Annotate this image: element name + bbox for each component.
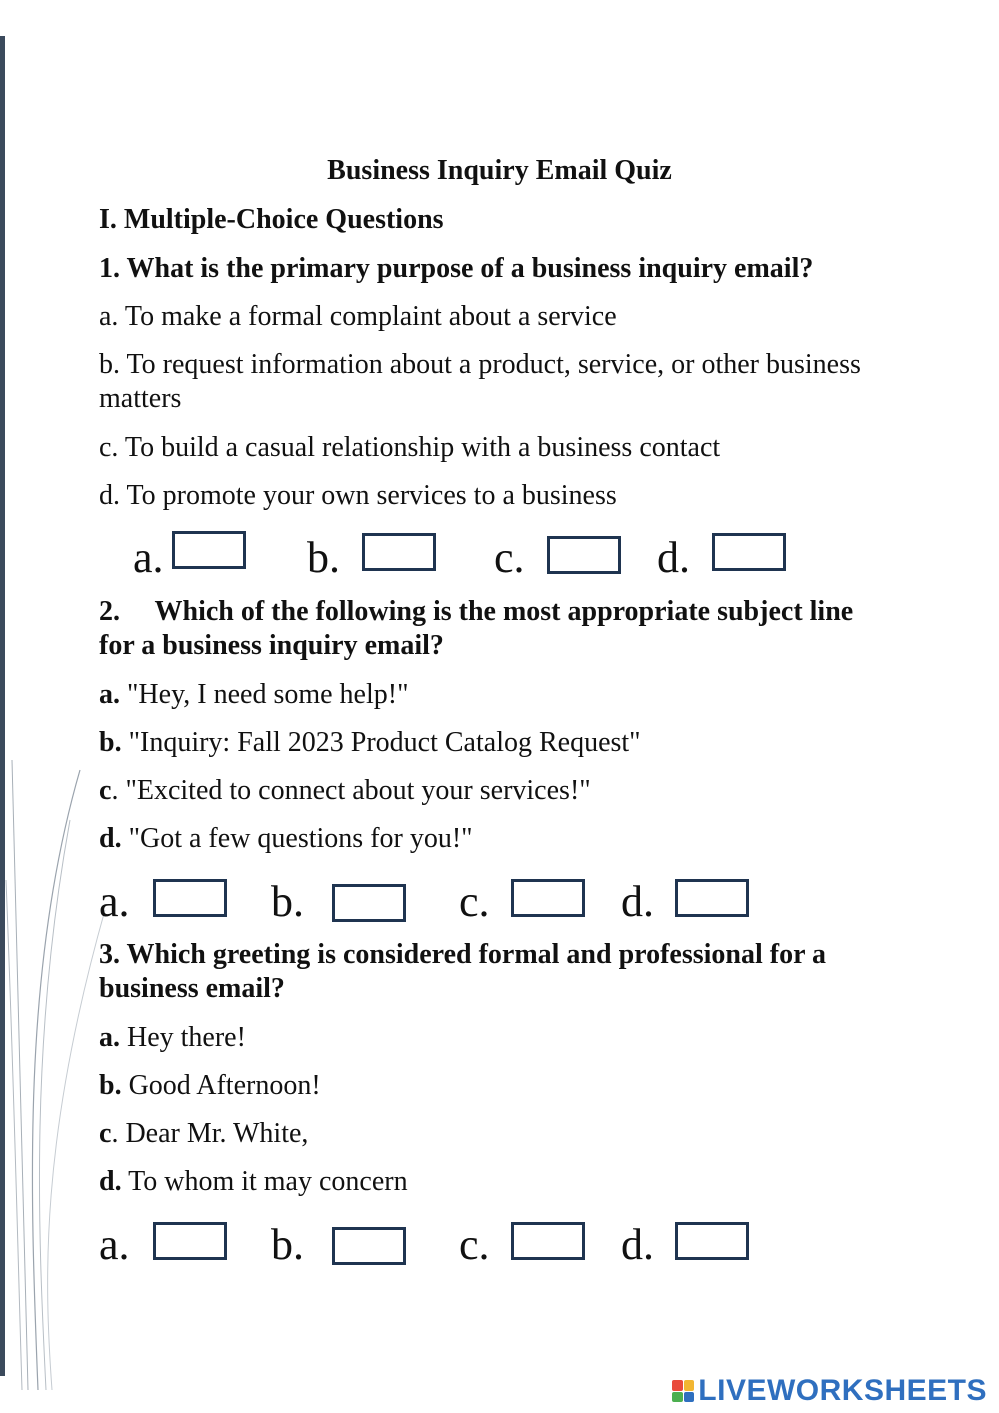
section-heading: I. Multiple-Choice Questions [99, 204, 444, 235]
logo-square [672, 1392, 683, 1403]
option-letter: b. [99, 727, 122, 758]
option-letter: b. [99, 1070, 122, 1101]
question-1-answer-row [0, 530, 999, 590]
question-2-option-d [99, 822, 473, 856]
option-letter: c [99, 1118, 112, 1149]
answer-label-a: a. [133, 533, 164, 582]
question-1-option-d: d. To promote your own services to a business [99, 480, 617, 511]
worksheet-title: Business Inquiry Email Quiz [327, 155, 672, 186]
option-letter: a. [99, 1022, 120, 1053]
logo-square [672, 1380, 683, 1391]
answer-label-d: d. [657, 533, 690, 582]
question-3-answer-row [0, 1219, 999, 1279]
option-letter: a. [99, 679, 120, 710]
option-letter: d. [99, 1166, 122, 1197]
answer-label-d: d. [621, 1220, 654, 1269]
logo-mark-icon [672, 1380, 694, 1402]
answer-label-a: a. [99, 877, 130, 926]
answer-label-c: c. [459, 877, 490, 926]
logo-text: LIVEWORKSHEETS [698, 1374, 987, 1407]
answer-label-c: c. [459, 1220, 490, 1269]
answer-label-d: d. [621, 877, 654, 926]
answer-box-c[interactable] [511, 879, 585, 917]
option-letter: d. [99, 823, 122, 854]
question-3-option-a [99, 1021, 246, 1055]
decorative-lines [0, 760, 110, 1390]
question-2-prompt: 2. Which of the following is the most appropriate subject line for a business inquiry email? [99, 596, 861, 661]
question-3-option-c [99, 1117, 308, 1151]
logo-square [684, 1392, 695, 1403]
answer-box-b[interactable] [332, 884, 406, 922]
option-text: . "Excited to connect about your services!" [111, 775, 591, 806]
answer-label-b: b. [271, 1220, 304, 1269]
option-text: "Got a few questions for you!" [121, 823, 473, 854]
question-1-option-b: b. To request information about a product, service, or other business matters [99, 349, 861, 414]
question-3-option-d [99, 1165, 408, 1199]
option-text: "Hey, I need some help!" [120, 679, 409, 710]
answer-label-c: c. [494, 533, 525, 582]
answer-label-b: b. [271, 877, 304, 926]
answer-box-d[interactable] [675, 879, 749, 917]
question-2-option-c [99, 774, 591, 808]
question-1-prompt: 1. What is the primary purpose of a business inquiry email? [99, 253, 814, 284]
liveworksheets-logo[interactable] [672, 1375, 987, 1407]
option-text: Good Afternoon! [121, 1070, 321, 1101]
question-2-option-b [99, 726, 641, 760]
answer-box-c[interactable] [547, 536, 621, 574]
answer-box-b[interactable] [332, 1227, 406, 1265]
option-text: "Inquiry: Fall 2023 Product Catalog Request" [121, 727, 641, 758]
question-2-option-a [99, 678, 409, 712]
logo-square [684, 1380, 695, 1391]
answer-label-b: b. [307, 533, 340, 582]
answer-box-d[interactable] [675, 1222, 749, 1260]
option-letter: c [99, 775, 112, 806]
question-2-answer-row [0, 876, 999, 936]
answer-box-b[interactable] [362, 533, 436, 571]
answer-box-a[interactable] [153, 1222, 227, 1260]
option-text: Hey there! [120, 1022, 246, 1053]
question-3-option-b [99, 1069, 321, 1103]
question-3-prompt: 3. Which greeting is considered formal and professional for a business email? [99, 939, 826, 1004]
answer-box-c[interactable] [511, 1222, 585, 1260]
answer-box-a[interactable] [153, 879, 227, 917]
question-1-option-c: c. To build a casual relationship with a business contact [99, 432, 721, 463]
answer-box-a[interactable] [172, 531, 246, 569]
question-1-option-a: a. To make a formal complaint about a service [99, 301, 617, 332]
option-text: . Dear Mr. White, [111, 1118, 309, 1149]
option-text: To whom it may concern [121, 1166, 408, 1197]
answer-box-d[interactable] [712, 533, 786, 571]
answer-label-a: a. [99, 1220, 130, 1269]
